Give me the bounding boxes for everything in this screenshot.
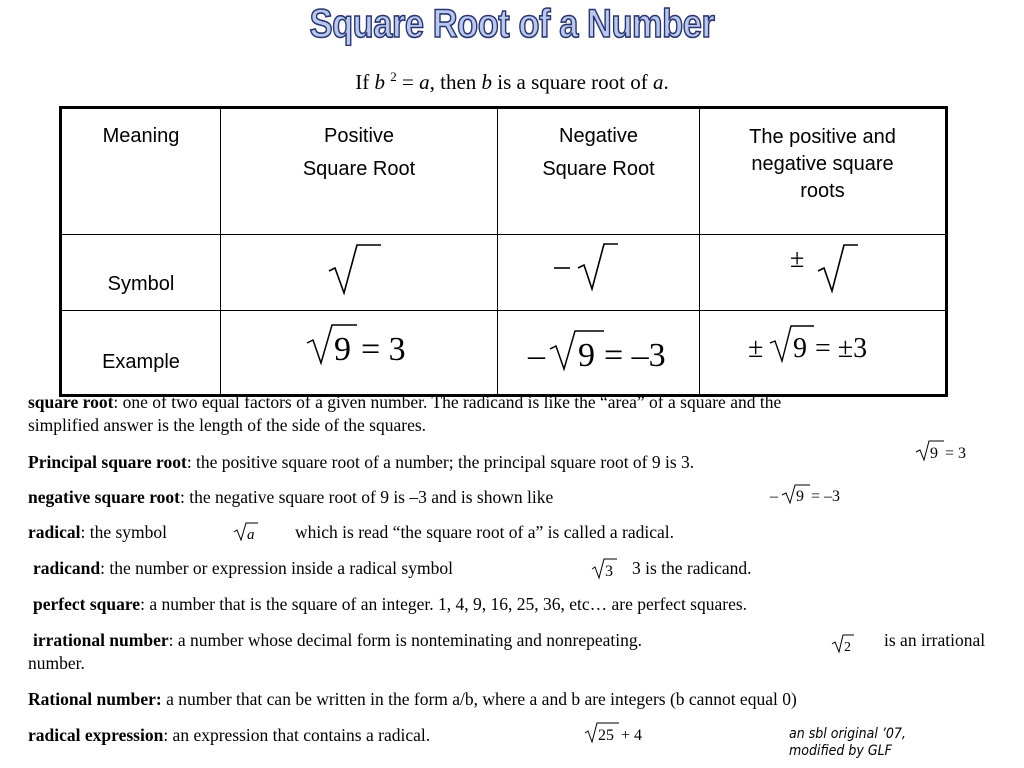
credit-line1: an sbl original ’07, (789, 726, 906, 742)
credit-line2: modified by GLF (789, 743, 892, 759)
def-radical-part1 (28, 522, 167, 543)
header-positive-line1: Positive (323, 125, 395, 147)
example-positive-radicand: 9 (334, 331, 351, 368)
radical-expression-example-math (583, 720, 655, 746)
subtitle-var-b: b (374, 70, 386, 94)
def-rational (28, 689, 797, 710)
term-principal: Principal square root (28, 452, 187, 472)
term-radicand: radicand (33, 558, 101, 578)
example-both-result: = ±3 (815, 333, 868, 364)
example-negative-sign: – (528, 337, 545, 374)
subtitle-exponent: 2 (390, 69, 397, 84)
def-radical-expression-text: : an expression that contains a radical. (163, 725, 431, 745)
irrational-example-radicand: 2 (844, 640, 851, 655)
term-rational: Rational number: (28, 689, 162, 709)
term-radical-expression: radical expression (28, 725, 164, 745)
radical-example-radicand: a (247, 527, 255, 543)
def-radical-text1: : the symbol (80, 522, 168, 542)
subtitle-var-a2: a (652, 70, 664, 94)
principal-example-math (914, 438, 974, 464)
negative-example-sign: – (770, 488, 778, 505)
header-meaning-label: Meaning (102, 125, 180, 147)
plus-minus-sign: ± (790, 244, 805, 273)
example-both-radicand: 9 (793, 333, 807, 364)
def-radical-expression (28, 725, 430, 746)
negative-example-radicand: 9 (796, 488, 804, 505)
def-radicand-part2: 3 is the radicand. (632, 558, 752, 578)
def-principal-text: : the positive square root of a number; the principal square root of 9 is 3. (186, 452, 695, 472)
subtitle-text-5: . (663, 70, 669, 94)
def-irrational-text1: : a number whose decimal form is nonteminating and nonrepeating. (168, 630, 642, 650)
def-radical-part2: which is read “the square root of a” is called a radical. (295, 522, 674, 542)
def-irrational-part1 (33, 630, 642, 651)
header-negative-line2: Square Root (542, 158, 655, 180)
example-both-sign: ± (748, 333, 764, 364)
header-negative-line1: Negative (559, 125, 638, 147)
example-row-label: Example (102, 351, 180, 373)
principal-radicand: 9 (930, 445, 938, 462)
subtitle-var-b2: b (481, 70, 493, 94)
def-square-root-line2: simplified answer is the length of the side of the squares. (28, 415, 427, 435)
subtitle-text-1: If (355, 70, 375, 94)
subtitle-text-2: = (396, 70, 420, 94)
credit-note (789, 726, 906, 760)
term-square-root: square root (28, 392, 114, 412)
def-square-root-line1 (28, 392, 781, 413)
radicand-example-math (590, 556, 620, 582)
radical-example-math (232, 520, 262, 544)
def-perfect-square (33, 594, 747, 615)
term-perfect-square: perfect square (33, 594, 141, 614)
term-radical: radical (28, 522, 81, 542)
def-irrational-line2: number. (28, 653, 85, 673)
example-positive-result: = 3 (361, 331, 406, 368)
def-principal (28, 452, 694, 473)
radicand-example-radicand: 3 (605, 563, 613, 580)
header-positive-line2: Square Root (302, 158, 416, 180)
term-irrational: irrational number (33, 630, 169, 650)
principal-result: = 3 (945, 445, 967, 462)
example-negative-radicand: 9 (578, 337, 595, 374)
header-both-line2: negative square (751, 153, 894, 175)
subtitle-text-3: , then (429, 70, 482, 94)
def-square-root-text: : one of two equal factors of a given number. The radicand is like the “area” of a square and the (113, 392, 782, 412)
term-negative: negative square root (28, 487, 180, 507)
def-negative-text: : the negative square root of 9 is –3 and is shown like (179, 487, 554, 507)
subtitle-text-4: is a square root of (492, 70, 653, 94)
header-both-line1: The positive and (749, 126, 896, 148)
page-title: Square Root of a Number (309, 2, 715, 46)
def-radicand-part1 (33, 558, 453, 579)
def-perfect-square-text: : a number that is the square of an integer. 1, 4, 9, 16, 25, 36, etc… are perfect squares. (140, 594, 748, 614)
symbol-row-label: Symbol (107, 273, 175, 295)
radical-expression-radicand: 25 (598, 727, 614, 744)
def-irrational-part2: is an irrational (884, 630, 986, 650)
negative-example-math (768, 482, 858, 508)
header-both-line3: roots (800, 180, 845, 202)
example-negative-result: = –3 (604, 337, 666, 374)
irrational-example-math (830, 632, 858, 656)
negative-example-result: = –3 (811, 488, 841, 505)
def-rational-text: a number that can be written in the form a/b, where a and b are integers (b cannot equal 0) (161, 689, 797, 709)
radical-expression-rest: + 4 (621, 727, 643, 744)
subtitle-var-a: a (419, 70, 430, 94)
def-radicand-text1: : the number or expression inside a radical symbol (100, 558, 453, 578)
def-negative (28, 487, 553, 508)
